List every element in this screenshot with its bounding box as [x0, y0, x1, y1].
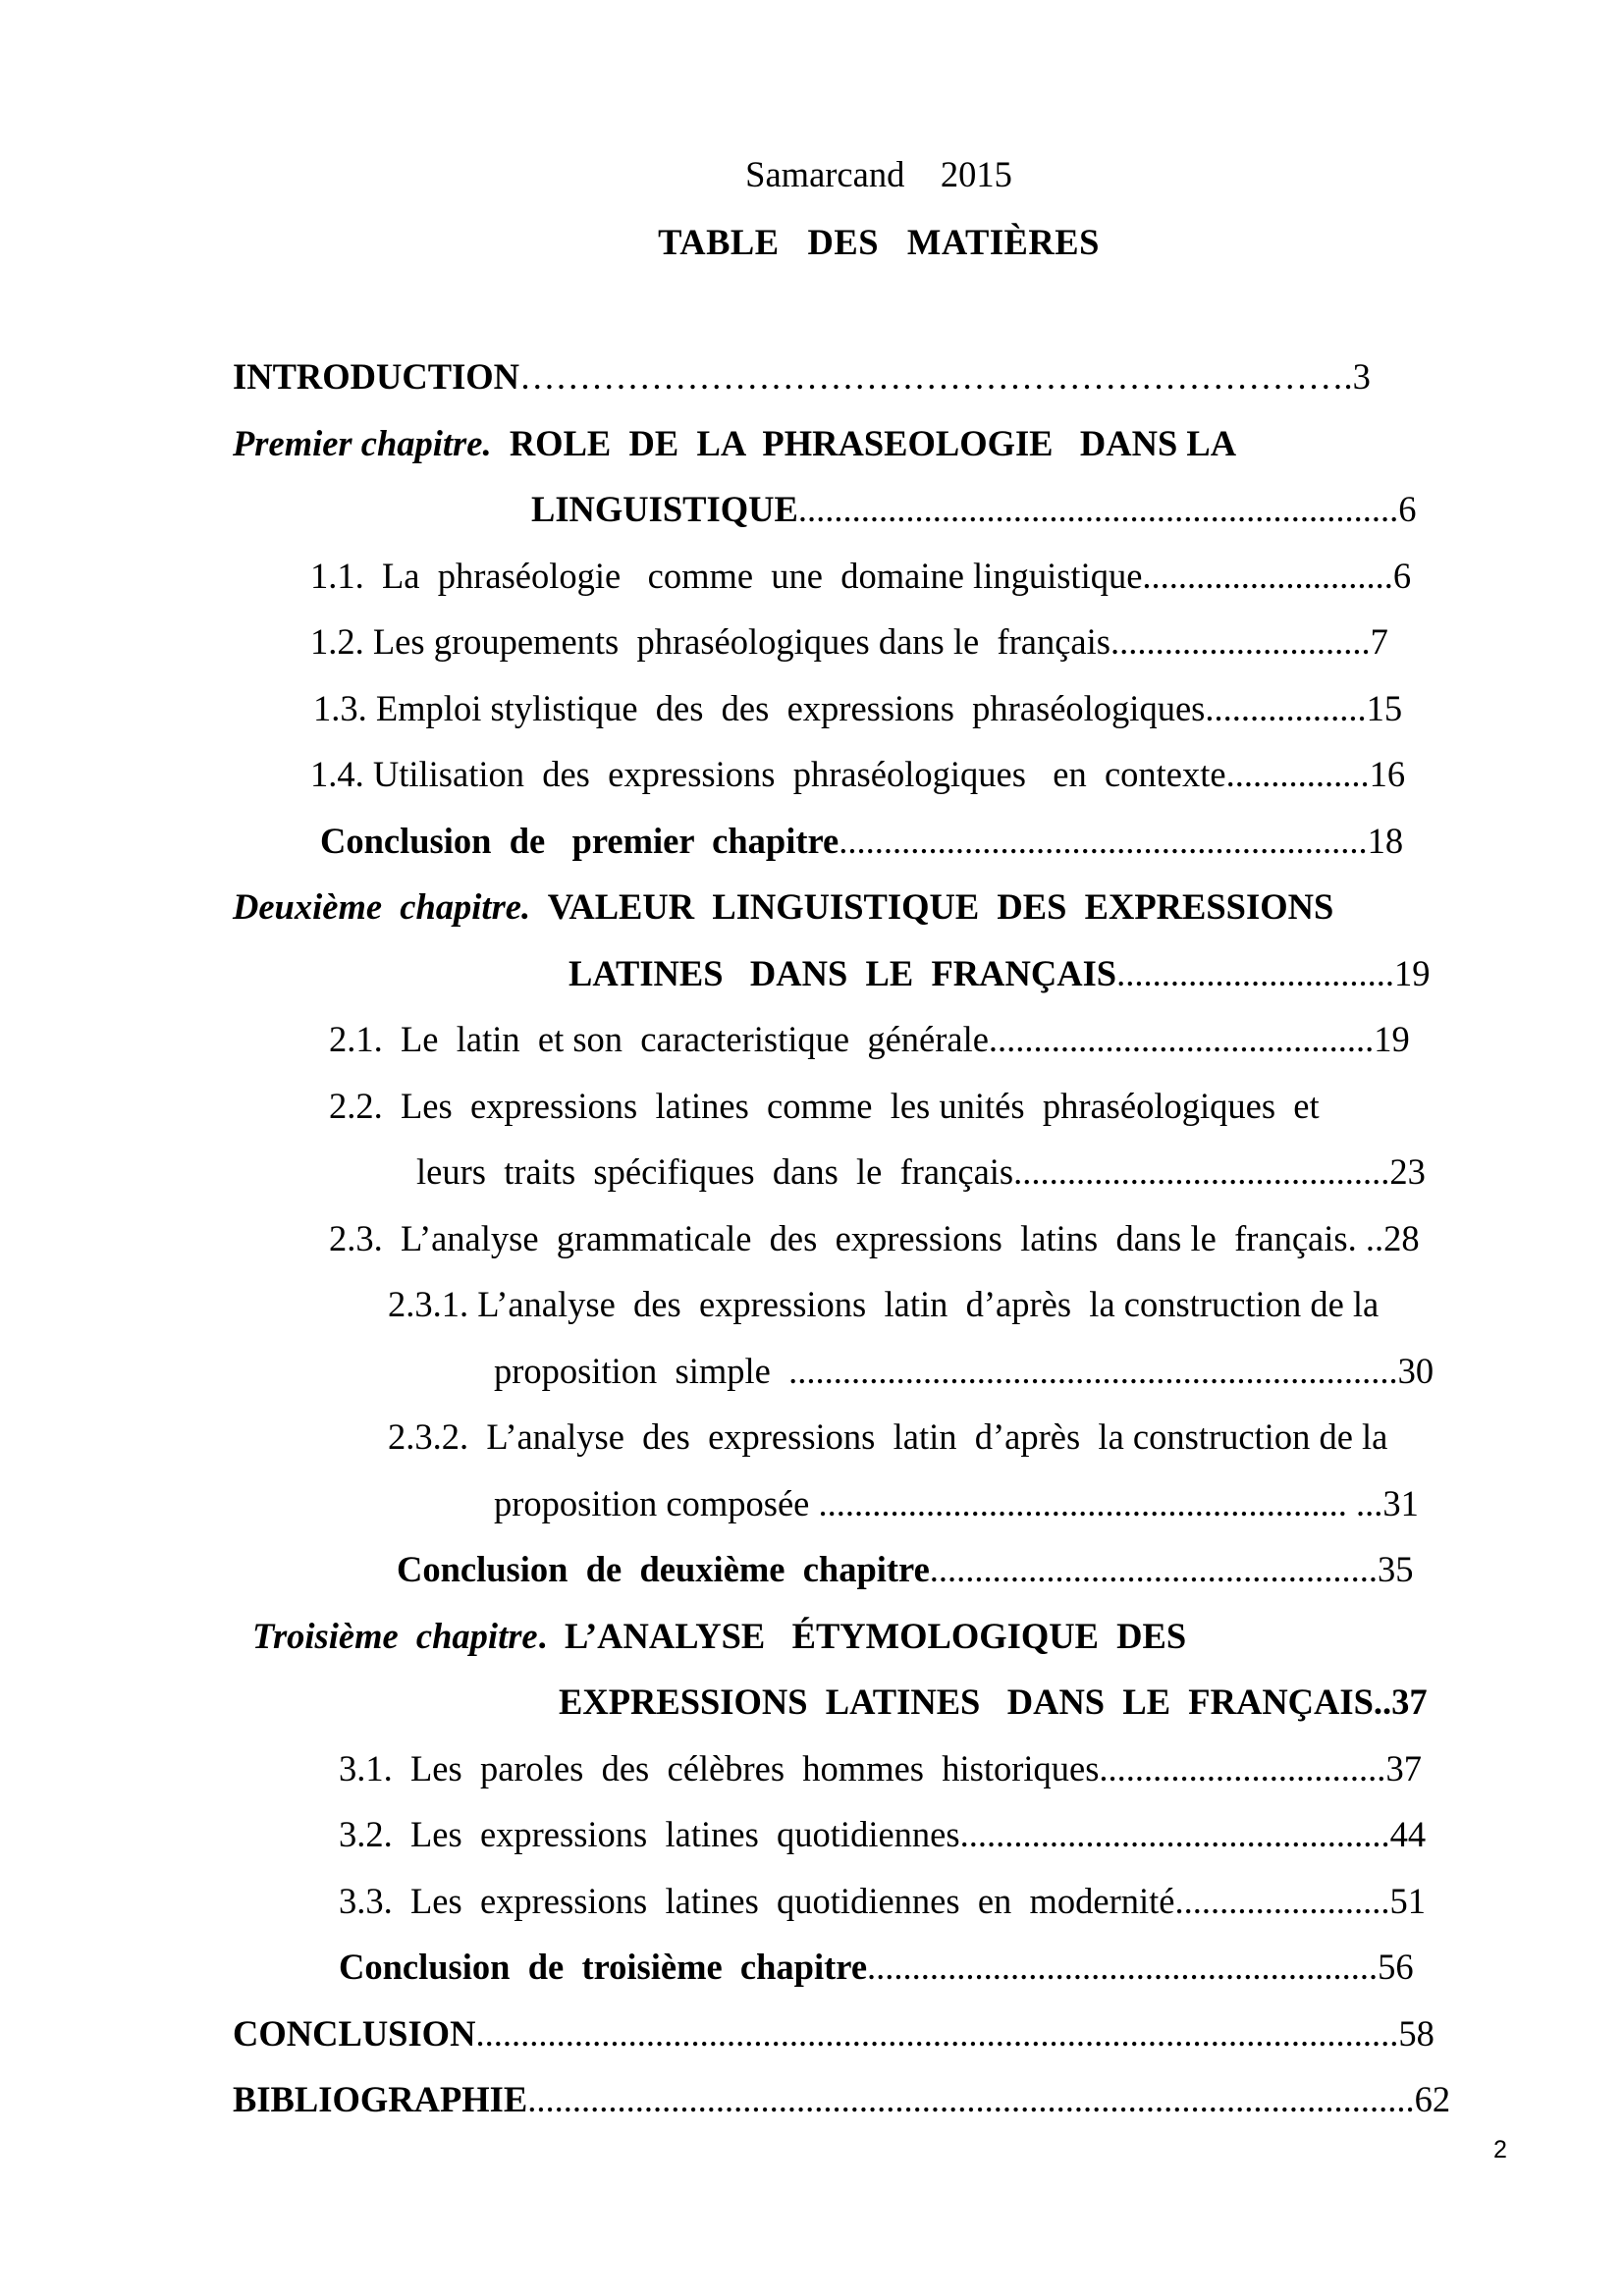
toc-page: 28 — [1383, 1218, 1420, 1258]
chapter-prefix: Deuxième chapitre. — [233, 886, 531, 927]
toc-entry-3-2 — [339, 1810, 1426, 1859]
chapter-title: . L’ANALYSE ÉTYMOLOGIQUE DES — [537, 1616, 1187, 1656]
toc-label: INTRODUCTION — [233, 356, 520, 397]
toc-conclusion-2 — [397, 1545, 1414, 1594]
toc-entry-2-2-line-2 — [416, 1148, 1426, 1197]
toc-entry-2-3-1-line-2 — [494, 1347, 1434, 1396]
toc-page: 56 — [1378, 1947, 1414, 1987]
toc-page: 19 — [1393, 953, 1431, 993]
toc-entry-introduction — [233, 352, 1371, 401]
toc-chapter-1-line-1 — [233, 419, 1236, 468]
toc-chapter-3-line-2: EXPRESSIONS LATINES DANS LE FRANÇAIS..37 — [559, 1682, 1428, 1722]
toc-entry-1-4 — [310, 750, 1405, 799]
toc-dots: ............................... — [1116, 953, 1394, 993]
toc-label: Conclusion de premier chapitre — [320, 821, 839, 861]
toc-entry-1-1 — [310, 552, 1411, 601]
toc-text: 3.1. Les paroles des célèbres hommes historiques................................ — [339, 1748, 1386, 1789]
toc-page: 62 — [1414, 2079, 1451, 2119]
toc-dots: ......................................................... — [867, 1947, 1379, 1987]
toc-entry-1-2 — [310, 617, 1388, 667]
chapter-prefix: Troisième chapitre — [252, 1616, 538, 1656]
toc-text: 1.1. La phraséologie comme une domaine linguistique............................ — [310, 556, 1393, 596]
toc-page: 6 — [1398, 489, 1417, 529]
toc-page: 35 — [1378, 1549, 1414, 1589]
toc-chapter-2-line-1 — [233, 882, 1333, 932]
toc-page: 30 — [1397, 1351, 1435, 1391]
toc-text: proposition composée ........................................................... ... — [494, 1483, 1383, 1523]
toc-entry-2-3-2-line-1: 2.3.2. L’analyse des expressions latin d’après la construction de la — [388, 1416, 1388, 1457]
toc-page: 58 — [1398, 2013, 1435, 2054]
toc-text: 2.3. L’analyse grammaticale des expressions latins dans le français. .. — [329, 1218, 1384, 1258]
toc-label: Conclusion de troisième chapitre — [339, 1947, 868, 1987]
toc-text: leurs traits spécifiques dans le français.......................................... — [416, 1151, 1390, 1192]
toc-text: 1.3. Emploi stylistique des des expressions phraséologiques.................. — [313, 688, 1367, 728]
toc-entry-bibliographie — [233, 2075, 1450, 2124]
toc-entry-2-1 — [329, 1015, 1410, 1064]
chapter-title: LATINES DANS LE FRANÇAIS — [568, 953, 1117, 993]
place-year: Samarcand 2015 — [745, 154, 1012, 194]
toc-text: 1.4. Utilisation des expressions phraséologiques en contexte................ — [310, 754, 1370, 794]
toc-label: CONCLUSION — [233, 2013, 476, 2054]
toc-page: 18 — [1367, 821, 1404, 861]
toc-dots: ……………………………………………………………. — [519, 356, 1353, 397]
toc-entry-2-3-2-line-2 — [494, 1479, 1419, 1528]
toc-entry-2-3 — [329, 1214, 1420, 1263]
toc-dots: ................................................................................................... — [527, 2079, 1415, 2119]
toc-label: Conclusion de deuxième chapitre — [397, 1549, 930, 1589]
toc-text: 3.3. Les expressions latines quotidiennes en modernité........................ — [339, 1881, 1390, 1921]
toc-page: 37 — [1385, 1748, 1422, 1789]
toc-dots: ........................................................... — [839, 821, 1368, 861]
toc-label: BIBLIOGRAPHIE — [233, 2079, 528, 2119]
toc-page: 6 — [1392, 556, 1412, 596]
toc-dots: .................................................. — [929, 1549, 1379, 1589]
toc-entry-3-1 — [339, 1744, 1422, 1793]
page-title: TABLE DES MATIÈRES — [658, 222, 1100, 262]
toc-text: proposition simple .................................................................... — [494, 1351, 1398, 1391]
toc-chapter-2-line-2 — [568, 949, 1430, 998]
toc-chapter-3-line-1 — [252, 1612, 1186, 1661]
toc-page: 31 — [1382, 1483, 1419, 1523]
toc-page: 7 — [1370, 621, 1388, 662]
toc-page: 23 — [1389, 1151, 1426, 1192]
chapter-prefix: Premier chapitre. — [233, 423, 492, 463]
page-number: 2 — [1493, 2136, 1507, 2163]
toc-page: 3 — [1352, 356, 1371, 397]
toc-text: 2.1. Le latin et son caracteristique générale........................................... — [329, 1019, 1375, 1059]
toc-text: 1.2. Les groupements phraséologiques dans le français............................. — [310, 621, 1371, 662]
toc-page: 16 — [1369, 754, 1406, 794]
toc-conclusion-3 — [339, 1943, 1414, 1992]
toc-dots: ....................................................................................................... — [475, 2013, 1399, 2054]
toc-dots: ................................................................... — [797, 489, 1399, 529]
toc-entry-2-3-1-line-1: 2.3.1. L’analyse des expressions latin d’après la construction de la — [388, 1284, 1380, 1324]
toc-conclusion-1 — [320, 817, 1403, 866]
toc-chapter-1-line-2 — [531, 485, 1416, 534]
toc-page: 51 — [1389, 1881, 1426, 1921]
toc-entry-conclusion — [233, 2009, 1435, 2058]
toc-page: 15 — [1366, 688, 1403, 728]
chapter-title: ROLE DE LA PHRASEOLOGIE DANS LA — [491, 423, 1237, 463]
toc-page: 19 — [1374, 1019, 1410, 1059]
toc-entry-3-3 — [339, 1877, 1426, 1926]
toc-page: 44 — [1389, 1814, 1427, 1854]
chapter-title: VALEUR LINGUISTIQUE DES EXPRESSIONS — [530, 886, 1334, 927]
chapter-title: LINGUISTIQUE — [531, 489, 798, 529]
toc-text: 3.2. Les expressions latines quotidiennes................................................ — [339, 1814, 1390, 1854]
toc-entry-2-2-line-1: 2.2. Les expressions latines comme les unités phraséologiques et — [329, 1086, 1320, 1126]
toc-entry-1-3 — [313, 684, 1402, 733]
